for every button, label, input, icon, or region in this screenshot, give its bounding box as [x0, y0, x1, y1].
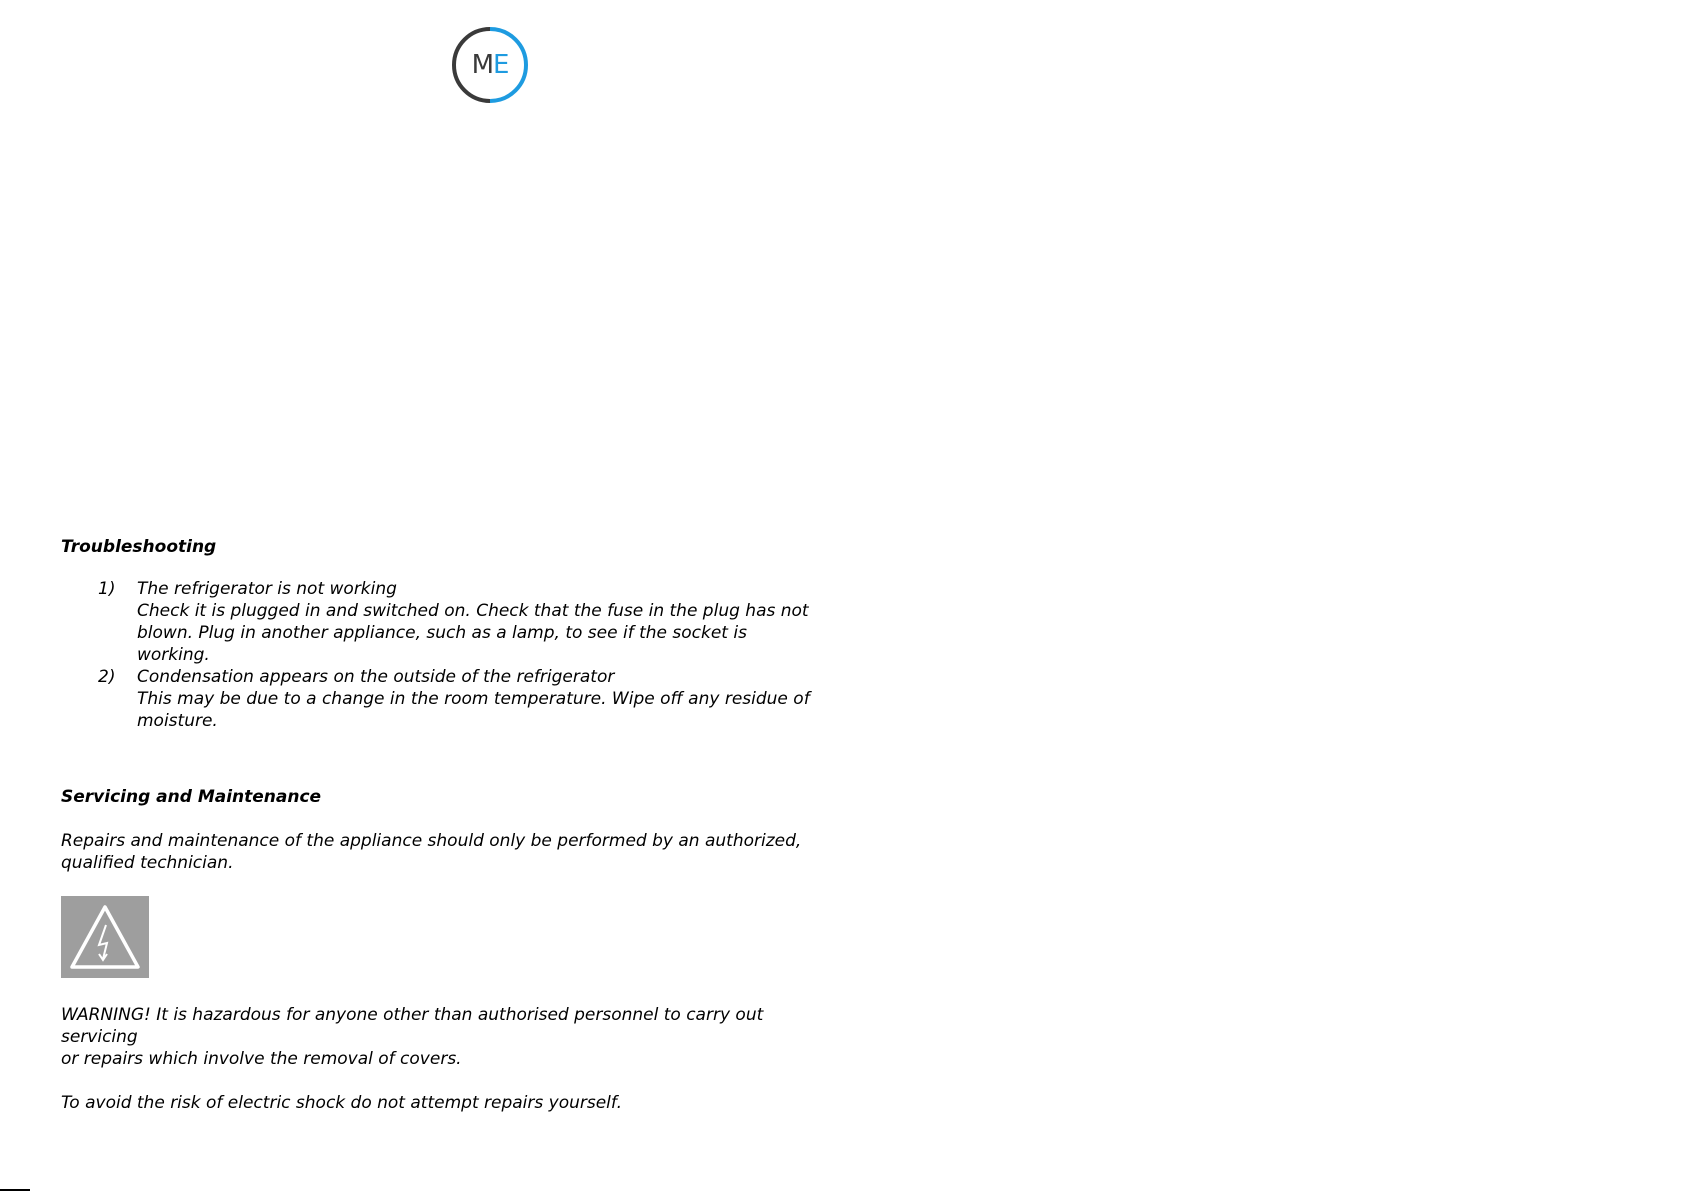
- servicing-intro-line: qualified technician.: [61, 853, 234, 873]
- servicing-heading: Servicing and Maintenance: [61, 787, 322, 807]
- logo-letter-m: M: [471, 50, 493, 80]
- list-item: [61, 666, 821, 732]
- troubleshooting-heading: Troubleshooting: [61, 537, 217, 557]
- logo-text: [450, 25, 530, 105]
- logo-letter-e: E: [493, 50, 509, 80]
- warning-line: WARNING! It is hazardous for anyone other than authorised personnel to carry out servicing: [61, 1005, 764, 1047]
- warning-triangle-icon: [68, 903, 142, 971]
- list-item-title: Condensation appears on the outside of the refrigerator: [137, 667, 615, 687]
- warning-line: or repairs which involve the removal of covers.: [61, 1049, 462, 1069]
- list-item-line: moisture.: [137, 711, 218, 731]
- list-item-number: 2): [98, 667, 116, 687]
- servicing-intro-line: Repairs and maintenance of the appliance should only be performed by an authorized,: [61, 831, 802, 851]
- page-edge-rule: [0, 1189, 30, 1191]
- manual-content: [61, 536, 821, 1114]
- brand-logo: [450, 25, 530, 105]
- list-item: [61, 578, 821, 666]
- shock-advice: To avoid the risk of electric shock do not attempt repairs yourself.: [61, 1093, 622, 1113]
- list-item-title: The refrigerator is not working: [137, 579, 397, 599]
- list-item-number: 1): [98, 579, 116, 599]
- high-voltage-warning-icon: [61, 896, 149, 978]
- list-item-line: This may be due to a change in the room temperature. Wipe off any residue of: [137, 689, 810, 709]
- troubleshooting-list: [61, 578, 821, 732]
- list-item-line: blown. Plug in another appliance, such as a lamp, to see if the socket is working.: [137, 623, 747, 665]
- list-item-line: Check it is plugged in and switched on. Check that the fuse in the plug has not: [137, 601, 809, 621]
